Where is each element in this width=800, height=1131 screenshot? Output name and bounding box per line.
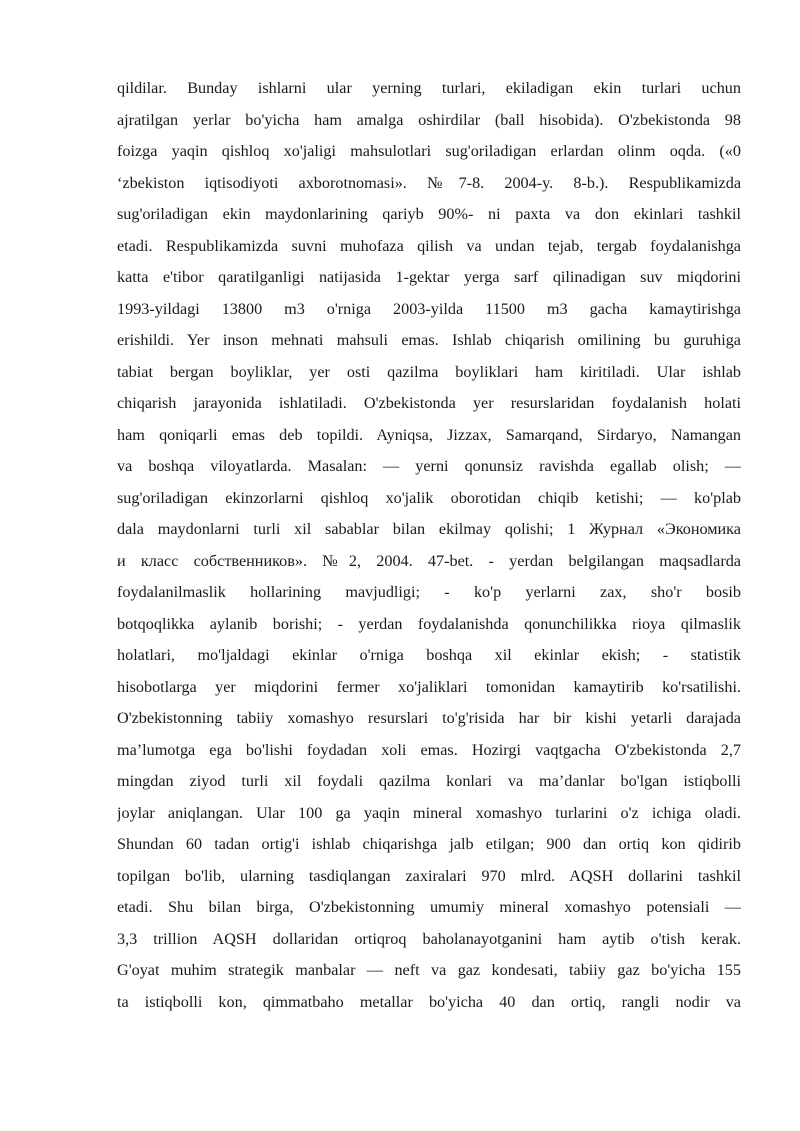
text-line: erishildi. Yer inson mehnati mahsuli emas. Ishlab chiqarish omilining bu guruhiga (117, 331, 741, 349)
text-line: foydalanilmaslik hollarining mavjudligi; - ko'p yerlarni zax, sho'r bosib (117, 583, 741, 601)
text-line: va boshqa viloyatlarda. Masalan: — yerni qonunsiz ravishda egallab olish; — (117, 457, 741, 475)
text-line: qildilar. Bunday ishlarni ular yerning turlari, ekiladigan ekin turlari uchun (117, 79, 741, 97)
text-line: chiqarish jarayonida ishlatiladi. O'zbekistonda yer resurslaridan foydalanish holati (117, 394, 741, 412)
text-line: ham qoniqarli emas deb topildi. Ayniqsa, Jizzax, Samarqand, Sirdaryo, Namangan (117, 425, 741, 444)
text-line: и класс собственников». №2, 2004. 47-bet. - yerdan belgilangan maqsadlarda (117, 551, 741, 570)
text-line: topilgan bo'lib, ularning tasdiqlangan zaxiralari 970 mlrd. AQSH dollarini tashkil (117, 866, 741, 885)
text-line: dala maydonlarni turli xil sabablar bilan ekilmay qolishi; 1 Журнал «Экономика (117, 520, 741, 538)
text-line: ‘zbekiston iqtisodiyoti axborotnomasi». №7-8. 2004-y. 8-b.). Respublikamizda (117, 173, 741, 192)
text-line: Shundan 60 tadan ortig'i ishlab chiqarishga jalb etilgan; 900 dan ortiq kon qidirib (117, 835, 741, 853)
body-text (117, 73, 741, 1018)
text-line: foizga yaqin qishloq xo'jaligi mahsulotlari sug'oriladigan erlardan olinm oqda. («0 (117, 142, 741, 160)
text-line: tabiat bergan boyliklar, yer osti qazilma boyliklari ham kiritiladi. Ular ishlab (117, 362, 741, 381)
text-line: ajratilgan yerlar bo'yicha ham amalga oshirdilar (ball hisobida). O'zbekistonda 98 (117, 110, 741, 129)
text-line: joylar aniqlangan. Ular 100 ga yaqin mineral xomashyo turlarini o'z ichiga oladi. (117, 803, 741, 822)
text-line: ma’lumotga ega bo'lishi foydadan xoli emas. Hozirgi vaqtgacha O'zbekistonda 2,7 (117, 740, 741, 759)
text-line: O'zbekistonning tabiiy xomashyo resurslari to'g'risida har bir kishi yetarli darajada (117, 709, 741, 727)
text-line: holatlari, mo'ljaldagi ekinlar o'rniga boshqa xil ekinlar ekish; - statistik (117, 646, 741, 664)
text-line: 3,3 trillion AQSH dollaridan ortiqroq baholanayotganini ham aytib o'tish kerak. (117, 929, 741, 948)
text-line: mingdan ziyod turli xil foydali qazilma konlari va ma’danlar bo'lgan istiqbolli (117, 772, 741, 790)
text-line: G'oyat muhim strategik manbalar — neft va gaz kondesati, tabiiy gaz bo'yicha 155 (117, 961, 741, 979)
text-line: katta e'tibor qaratilganligi natijasida 1-gektar yerga sarf qilinadigan suv miqdorini (117, 268, 741, 286)
text-line: hisobotlarga yer miqdorini fermer xo'jaliklari tomonidan kamaytirib ko'rsatilishi. (117, 677, 741, 696)
text-line: botqoqlikka aylanib borishi; - yerdan foydalanishda qonunchilikka rioya qilmaslik (117, 614, 741, 633)
text-line: sug'oriladigan ekin maydonlarining qariyb 90%- ni paxta va don ekinlari tashkil (117, 205, 741, 223)
text-line: etadi. Respublikamizda suvni muhofaza qilish va undan tejab, tergab foydalanishga (117, 236, 741, 255)
text-line: 1993-yildagi 13800 m3 o'rniga 2003-yilda 11500 m3 gacha kamaytirishga (117, 299, 741, 318)
text-line: sug'oriladigan ekinzorlarni qishloq xo'jalik oborotidan chiqib ketishi; — ko'plab (117, 488, 741, 507)
text-line: ta istiqbolli kon, qimmatbaho metallar bo'yicha 40 dan ortiq, rangli nodir va (117, 992, 741, 1011)
text-line: etadi. Shu bilan birga, O'zbekistonning umumiy mineral xomashyo potensiali — (117, 898, 741, 916)
